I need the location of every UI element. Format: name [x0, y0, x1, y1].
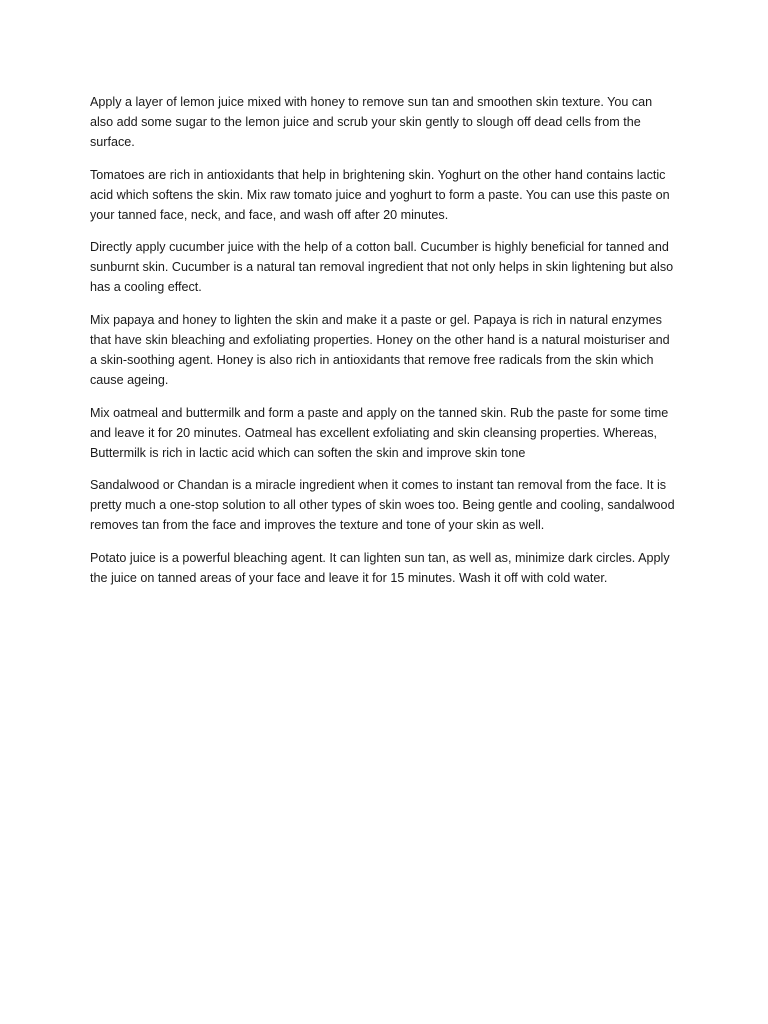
document-body: [90, 92, 678, 601]
paragraph-potato-juice: Potato juice is a powerful bleaching agent. It can lighten sun tan, as well as, minimize dark circles. Apply the juice on tanned areas of your face and leave it for 15 minutes. Wash it off with cold water.: [90, 551, 670, 586]
paragraph-sandalwood: Sandalwood or Chandan is a miracle ingredient when it comes to instant tan removal from the face. It is pretty much a one-stop solution to all other types of skin woes too. Being gentle and cooling, sandalwood removes tan from the face and improves the texture and tone of your skin as well.: [90, 478, 675, 533]
paragraph-lemon-honey: Apply a layer of lemon juice mixed with honey to remove sun tan and smoothen skin texture. You can also add some sugar to the lemon juice and scrub your skin gently to slough off dead cells from the surface.: [90, 95, 653, 149]
paragraph-tomato-yoghurt: Tomatoes are rich in antioxidants that help in brightening skin. Yoghurt on the other hand contains lactic acid which softens the skin. Mix raw tomato juice and yoghurt to form a paste. You can use this paste on your tanned face, neck, and face, and wash off after 20 minutes.: [90, 167, 670, 222]
paragraph-papaya-honey: Mix papaya and honey to lighten the skin and make it a paste or gel. Papaya is rich in natural enzymes that have skin bleaching and exfoliating properties. Honey on the other hand is a natural moisturiser and a skin-soothing agent. Honey is also rich in antioxidants that remove free radicals from the skin which cause ageing.: [90, 313, 670, 388]
paragraph-cucumber: Directly apply cucumber juice with the help of a cotton ball. Cucumber is highly beneficial for tanned and sunburnt skin. Cucumber is a natural tan removal ingredient that not only helps in skin lightening but also has a cooling effect.: [90, 240, 674, 295]
paragraph-oatmeal-buttermilk: Mix oatmeal and buttermilk and form a paste and apply on the tanned skin. Rub the paste for some time and leave it for 20 minutes. Oatmeal has excellent exfoliating and skin cleansing properties. Whereas, Buttermilk is rich in lactic acid which can soften the skin and improve skin tone: [90, 405, 669, 460]
